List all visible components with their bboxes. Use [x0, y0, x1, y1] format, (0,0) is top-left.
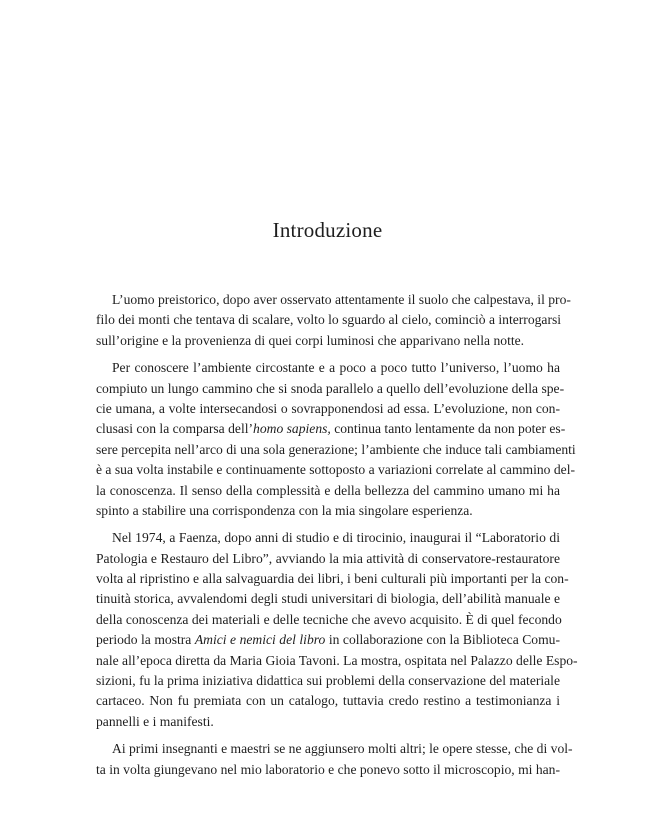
paragraph-gap: [96, 351, 560, 358]
paragraph-gap: [96, 521, 560, 528]
text-segment: L’uomo preistorico, dopo aver osservato attentamente il suolo che calpestava, il pro-: [112, 292, 571, 307]
text-line: [96, 630, 560, 650]
text-segment: tinuità storica, avvalendomi degli studi universitari di biologia, dell’abilità manuale e: [96, 591, 560, 607]
text-segment: Ai primi insegnanti e maestri se ne aggiunsero molti altri; le opere stesse, che di vol-: [112, 741, 573, 757]
paragraph: [96, 528, 578, 732]
text-line: [96, 290, 571, 310]
text-segment: Per conoscere l’ambiente circostante e a poco a poco tutto l’universo, l’uomo ha: [112, 360, 560, 376]
text-line: [96, 651, 578, 671]
text-line: [96, 528, 560, 548]
text-segment: della conoscenza dei materiali e delle tecniche che avevo acquisito. È di quel fecondo: [96, 611, 562, 627]
text-line: [96, 440, 576, 460]
text-line: [96, 399, 560, 419]
text-segment: pannelli e i manifesti.: [96, 713, 214, 729]
italic-title: Amici e nemici del libro: [194, 632, 326, 648]
text-segment: volta al ripristino e alla salvaguardia dei libri, i beni culturali più importanti per la con-: [96, 571, 569, 587]
text-segment: continua tanto lentamente da non poter es-: [330, 421, 566, 437]
text-line: [96, 331, 560, 351]
text-line: [96, 501, 560, 521]
text-line: [96, 671, 560, 691]
text-line: [96, 358, 560, 378]
text-segment: nale all’epoca diretta da Maria Gioia Tavoni. La mostra, ospitata nel Palazzo delle Espo-: [96, 652, 578, 668]
text-segment: cie umana, a volte intersecandosi o sovrapponendosi ad essa. L’evoluzione, non con-: [96, 400, 560, 416]
text-line: [96, 712, 560, 732]
text-line: [96, 379, 565, 399]
text-segment: la conoscenza. Il senso della complessità e della bellezza del cammino umano mi ha: [96, 482, 560, 498]
text-line: [96, 419, 566, 439]
text-line: [96, 610, 560, 630]
paragraph: [96, 358, 576, 521]
text-line: [96, 310, 560, 330]
text-segment: filo dei monti che tentava di scalare, volto lo sguardo al cielo, cominciò a interrogarsi: [96, 312, 562, 328]
paragraph-gap: [96, 732, 560, 739]
text-segment: sere percepita nell’arco di una sola generazione; l’ambiente che induce tali cambiamenti: [96, 441, 576, 457]
italic-title: homo sapiens,: [253, 421, 331, 437]
text-segment: sizioni, fu la prima iniziativa didattica sui problemi della conservazione del materiale: [96, 673, 560, 689]
text-segment: clusasi con la comparsa dell’: [96, 421, 254, 437]
chapter-title: Introduzione: [272, 218, 383, 242]
text-line: [96, 549, 560, 569]
text-segment: compiuto un lungo cammino che si snoda parallelo a quello dell’evoluzione della spe-: [96, 380, 565, 396]
text-line: [96, 589, 560, 609]
text-line: [96, 691, 560, 711]
text-segment: Nel 1974, a Faenza, dopo anni di studio e di tirocinio, inaugurai il “Laboratorio di: [112, 530, 560, 546]
text-segment: spinto a stabilire una corrispondenza con la mia singolare esperienza.: [96, 502, 473, 518]
text-segment: in collaborazione con la Biblioteca Comu-: [325, 632, 560, 648]
text-line: [96, 760, 560, 780]
paragraph: [96, 290, 571, 351]
text-segment: cartaceo. Non fu premiata con un catalogo, tuttavia credo restino a testimonianza i: [96, 693, 560, 709]
text-line: [96, 481, 560, 501]
body-text: [96, 290, 578, 780]
text-segment: è a sua volta instabile e continuamente sottoposto a variazioni correlate al cammino del-: [96, 462, 576, 478]
text-line: [96, 739, 573, 759]
text-segment: sull’origine e la provenienza di quei corpi luminosi che apparivano nella notte.: [96, 332, 525, 348]
paragraph: [96, 739, 573, 780]
text-line: [96, 460, 576, 480]
text-segment: Patologia e Restauro del Libro”, avviando la mia attività di conservatore-restauratore: [96, 550, 560, 566]
text-line: [96, 569, 569, 589]
text-segment: periodo la mostra: [96, 632, 195, 648]
text-segment: ta in volta giungevano nel mio laboratorio e che ponevo sotto il microscopio, mi han-: [96, 761, 560, 777]
